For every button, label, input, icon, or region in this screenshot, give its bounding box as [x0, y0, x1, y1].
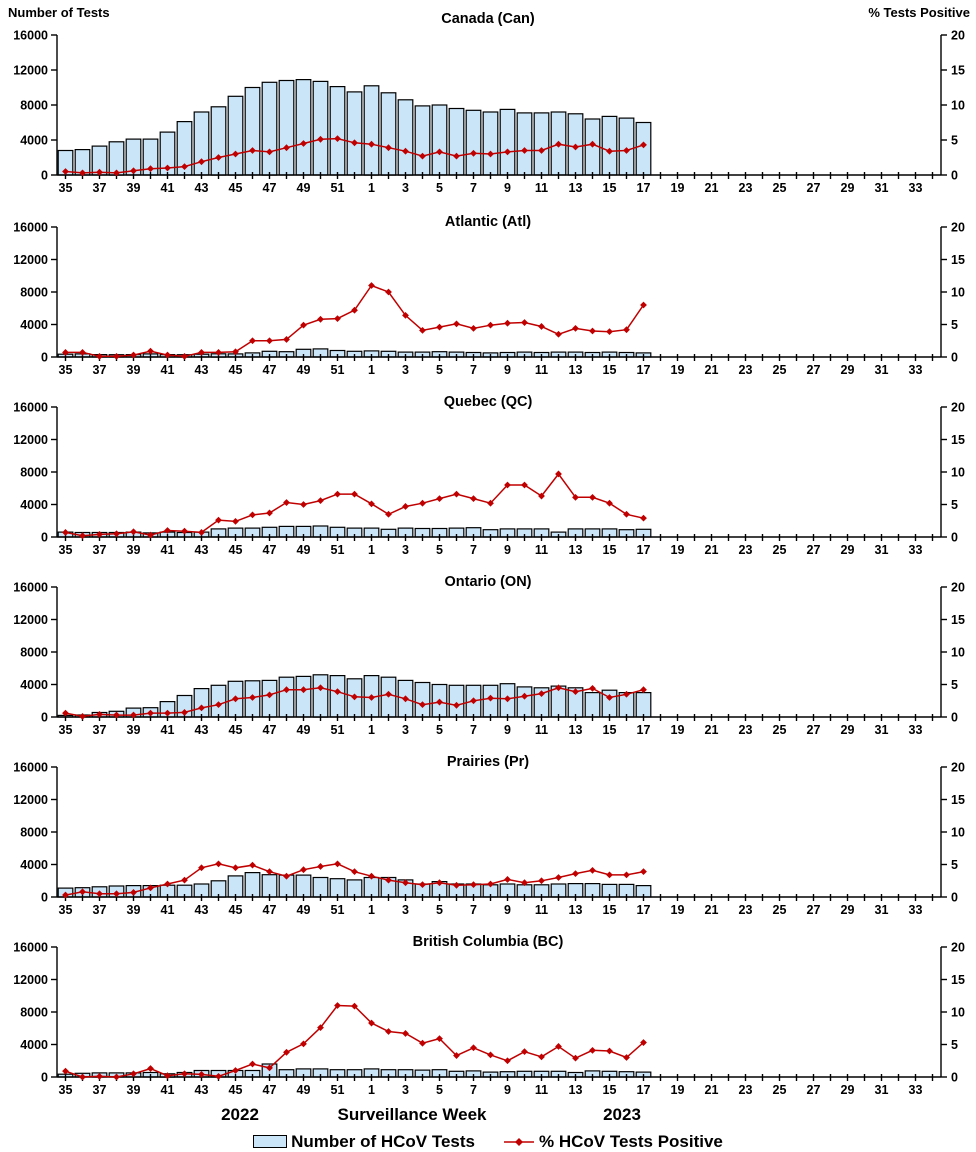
svg-text:4000: 4000 — [20, 498, 48, 512]
svg-text:17: 17 — [636, 903, 651, 917]
svg-text:39: 39 — [126, 363, 141, 377]
svg-text:51: 51 — [330, 1083, 345, 1097]
svg-text:0: 0 — [951, 350, 958, 365]
svg-text:35: 35 — [58, 903, 73, 917]
svg-text:39: 39 — [126, 1083, 141, 1097]
svg-text:41: 41 — [160, 723, 175, 737]
svg-text:1: 1 — [368, 363, 375, 377]
svg-text:0: 0 — [41, 530, 48, 545]
svg-text:11: 11 — [534, 181, 549, 195]
svg-text:0: 0 — [41, 710, 48, 725]
ontario-chart — [0, 565, 976, 745]
svg-text:15: 15 — [951, 63, 965, 78]
legend — [0, 1131, 976, 1152]
svg-text:5: 5 — [951, 1038, 958, 1052]
svg-text:5: 5 — [436, 363, 443, 377]
svg-text:45: 45 — [228, 181, 243, 195]
panel-title-quebec: Quebec (QC) — [443, 394, 533, 410]
right-axis-title: % Tests Positive — [868, 5, 970, 20]
svg-text:10: 10 — [951, 1005, 965, 1020]
svg-text:41: 41 — [160, 543, 175, 557]
svg-text:37: 37 — [92, 363, 107, 377]
svg-text:43: 43 — [194, 903, 209, 917]
svg-text:11: 11 — [534, 723, 549, 737]
svg-text:31: 31 — [874, 1083, 889, 1097]
legend-line-label: % HCoV Tests Positive — [538, 1131, 723, 1151]
svg-text:16000: 16000 — [13, 940, 48, 955]
svg-text:35: 35 — [58, 1083, 73, 1097]
svg-text:49: 49 — [296, 181, 311, 195]
svg-text:33: 33 — [908, 903, 923, 917]
legend-bar-swatch — [253, 1135, 287, 1148]
x-axis-title: Surveillance Week — [337, 1105, 487, 1124]
x-axis-footer — [0, 1105, 976, 1131]
svg-text:4000: 4000 — [20, 858, 48, 872]
svg-text:0: 0 — [41, 168, 48, 183]
svg-text:45: 45 — [228, 363, 243, 377]
bars-group — [58, 80, 651, 176]
svg-text:45: 45 — [228, 723, 243, 737]
svg-text:25: 25 — [772, 903, 787, 917]
svg-text:5: 5 — [951, 318, 958, 332]
svg-text:31: 31 — [874, 903, 889, 917]
svg-text:33: 33 — [908, 363, 923, 377]
svg-text:37: 37 — [92, 543, 107, 557]
svg-text:19: 19 — [670, 723, 685, 737]
svg-text:11: 11 — [534, 363, 549, 377]
svg-text:15: 15 — [951, 433, 965, 447]
svg-text:49: 49 — [296, 543, 311, 557]
svg-text:9: 9 — [504, 723, 511, 737]
svg-text:47: 47 — [262, 723, 277, 737]
svg-text:11: 11 — [534, 543, 549, 557]
svg-text:12000: 12000 — [13, 253, 48, 267]
svg-text:0: 0 — [41, 1070, 48, 1085]
svg-text:16000: 16000 — [13, 760, 48, 775]
svg-text:10: 10 — [951, 825, 965, 840]
svg-text:3: 3 — [402, 543, 409, 557]
svg-text:47: 47 — [262, 543, 277, 557]
svg-text:0: 0 — [951, 168, 958, 183]
svg-text:0: 0 — [951, 1070, 958, 1085]
svg-text:51: 51 — [330, 723, 345, 737]
svg-text:9: 9 — [504, 363, 511, 377]
svg-text:47: 47 — [262, 1083, 277, 1097]
svg-text:37: 37 — [92, 181, 107, 195]
svg-text:39: 39 — [126, 181, 141, 195]
axes-group — [51, 227, 947, 361]
svg-text:1: 1 — [368, 903, 375, 917]
panel-prairies — [0, 745, 976, 925]
svg-text:16000: 16000 — [13, 220, 48, 235]
svg-text:7: 7 — [470, 903, 477, 917]
svg-text:47: 47 — [262, 903, 277, 917]
svg-text:15: 15 — [602, 181, 617, 195]
svg-text:41: 41 — [160, 1083, 175, 1097]
svg-text:8000: 8000 — [20, 465, 48, 480]
svg-text:13: 13 — [568, 543, 583, 557]
svg-text:9: 9 — [504, 903, 511, 917]
svg-text:3: 3 — [402, 1083, 409, 1097]
legend-line-marker — [503, 1136, 535, 1148]
year-right-label: 2023 — [603, 1105, 641, 1124]
svg-text:13: 13 — [568, 1083, 583, 1097]
panel-title-bc: British Columbia (BC) — [412, 934, 564, 950]
svg-text:19: 19 — [670, 903, 685, 917]
svg-text:3: 3 — [402, 723, 409, 737]
svg-text:11: 11 — [534, 1083, 549, 1097]
svg-text:43: 43 — [194, 181, 209, 195]
svg-text:31: 31 — [874, 363, 889, 377]
svg-text:17: 17 — [636, 363, 651, 377]
svg-text:23: 23 — [738, 1083, 753, 1097]
svg-text:16000: 16000 — [13, 28, 48, 43]
svg-text:27: 27 — [806, 903, 821, 917]
svg-text:13: 13 — [568, 723, 583, 737]
svg-text:23: 23 — [738, 903, 753, 917]
svg-text:25: 25 — [772, 363, 787, 377]
axes-group — [51, 947, 947, 1081]
svg-text:35: 35 — [58, 363, 73, 377]
panel-ontario — [0, 565, 976, 745]
svg-text:43: 43 — [194, 1083, 209, 1097]
svg-text:5: 5 — [951, 858, 958, 872]
svg-text:8000: 8000 — [20, 645, 48, 660]
svg-text:49: 49 — [296, 363, 311, 377]
svg-text:1: 1 — [368, 723, 375, 737]
svg-text:15: 15 — [951, 613, 965, 627]
panel-title-ontario: Ontario (ON) — [444, 574, 532, 590]
svg-text:51: 51 — [330, 181, 345, 195]
svg-text:21: 21 — [704, 1083, 719, 1097]
svg-text:3: 3 — [402, 363, 409, 377]
svg-text:31: 31 — [874, 723, 889, 737]
atlantic-chart — [0, 205, 976, 385]
svg-text:20: 20 — [951, 28, 965, 43]
svg-text:4000: 4000 — [20, 1038, 48, 1052]
svg-text:4000: 4000 — [20, 318, 48, 332]
svg-text:4000: 4000 — [20, 678, 48, 692]
canada-chart — [0, 0, 976, 205]
svg-text:12000: 12000 — [13, 433, 48, 447]
svg-text:5: 5 — [951, 498, 958, 512]
svg-text:35: 35 — [58, 181, 73, 195]
svg-text:51: 51 — [330, 363, 345, 377]
svg-text:1: 1 — [368, 181, 375, 195]
svg-text:49: 49 — [296, 1083, 311, 1097]
svg-text:5: 5 — [436, 723, 443, 737]
svg-text:15: 15 — [602, 1083, 617, 1097]
svg-text:21: 21 — [704, 903, 719, 917]
svg-text:17: 17 — [636, 543, 651, 557]
svg-text:15: 15 — [602, 363, 617, 377]
svg-text:16000: 16000 — [13, 400, 48, 415]
svg-text:17: 17 — [636, 181, 651, 195]
pct-line-group — [62, 282, 647, 360]
svg-text:1: 1 — [368, 543, 375, 557]
axes-group — [51, 407, 947, 541]
svg-text:8000: 8000 — [20, 825, 48, 840]
svg-text:7: 7 — [470, 1083, 477, 1097]
svg-text:17: 17 — [636, 723, 651, 737]
svg-text:13: 13 — [568, 903, 583, 917]
svg-text:31: 31 — [874, 543, 889, 557]
svg-text:47: 47 — [262, 181, 277, 195]
svg-text:9: 9 — [504, 181, 511, 195]
svg-text:10: 10 — [951, 285, 965, 300]
quebec-chart — [0, 385, 976, 565]
svg-text:39: 39 — [126, 543, 141, 557]
panel-canada — [0, 0, 976, 205]
svg-text:5: 5 — [436, 1083, 443, 1097]
svg-text:23: 23 — [738, 363, 753, 377]
svg-text:23: 23 — [738, 181, 753, 195]
svg-text:49: 49 — [296, 903, 311, 917]
svg-text:51: 51 — [330, 903, 345, 917]
svg-text:27: 27 — [806, 543, 821, 557]
svg-text:33: 33 — [908, 181, 923, 195]
svg-text:15: 15 — [602, 903, 617, 917]
svg-text:43: 43 — [194, 363, 209, 377]
bc-chart — [0, 925, 976, 1105]
svg-text:25: 25 — [772, 181, 787, 195]
svg-text:5: 5 — [951, 678, 958, 692]
svg-text:29: 29 — [840, 363, 855, 377]
svg-text:12000: 12000 — [13, 63, 48, 78]
left-axis-title: Number of Tests — [8, 5, 110, 20]
svg-text:23: 23 — [738, 543, 753, 557]
svg-text:17: 17 — [636, 1083, 651, 1097]
svg-text:45: 45 — [228, 543, 243, 557]
svg-text:45: 45 — [228, 1083, 243, 1097]
svg-text:15: 15 — [951, 253, 965, 267]
svg-text:20: 20 — [951, 580, 965, 595]
svg-text:12000: 12000 — [13, 973, 48, 987]
svg-text:41: 41 — [160, 363, 175, 377]
prairies-chart — [0, 745, 976, 925]
svg-text:0: 0 — [951, 890, 958, 905]
svg-text:29: 29 — [840, 723, 855, 737]
svg-text:8000: 8000 — [20, 1005, 48, 1020]
svg-text:5: 5 — [951, 133, 958, 148]
svg-text:25: 25 — [772, 723, 787, 737]
svg-text:16000: 16000 — [13, 580, 48, 595]
svg-text:3: 3 — [402, 181, 409, 195]
svg-text:27: 27 — [806, 363, 821, 377]
svg-text:21: 21 — [704, 181, 719, 195]
svg-text:0: 0 — [41, 890, 48, 905]
svg-text:5: 5 — [436, 181, 443, 195]
svg-text:20: 20 — [951, 940, 965, 955]
svg-text:31: 31 — [874, 181, 889, 195]
svg-text:20: 20 — [951, 760, 965, 775]
pct-line-group — [62, 1002, 647, 1080]
svg-text:29: 29 — [840, 181, 855, 195]
svg-text:20: 20 — [951, 400, 965, 415]
svg-text:7: 7 — [470, 543, 477, 557]
svg-text:15: 15 — [602, 543, 617, 557]
svg-text:25: 25 — [772, 1083, 787, 1097]
svg-text:33: 33 — [908, 1083, 923, 1097]
svg-text:39: 39 — [126, 903, 141, 917]
svg-text:9: 9 — [504, 543, 511, 557]
svg-text:0: 0 — [951, 710, 958, 725]
svg-text:20: 20 — [951, 220, 965, 235]
svg-text:29: 29 — [840, 1083, 855, 1097]
svg-text:33: 33 — [908, 723, 923, 737]
svg-text:12000: 12000 — [13, 613, 48, 627]
svg-text:37: 37 — [92, 723, 107, 737]
svg-text:27: 27 — [806, 1083, 821, 1097]
legend-item-line — [503, 1132, 723, 1152]
svg-text:1: 1 — [368, 1083, 375, 1097]
svg-text:10: 10 — [951, 465, 965, 480]
svg-text:13: 13 — [568, 181, 583, 195]
svg-text:9: 9 — [504, 1083, 511, 1097]
svg-text:10: 10 — [951, 645, 965, 660]
svg-text:0: 0 — [951, 530, 958, 545]
svg-text:25: 25 — [772, 543, 787, 557]
panel-title-canada: Canada (Can) — [441, 11, 535, 27]
svg-text:7: 7 — [470, 181, 477, 195]
svg-text:29: 29 — [840, 903, 855, 917]
svg-text:13: 13 — [568, 363, 583, 377]
svg-text:19: 19 — [670, 363, 685, 377]
svg-text:19: 19 — [670, 181, 685, 195]
svg-text:41: 41 — [160, 181, 175, 195]
svg-text:35: 35 — [58, 723, 73, 737]
legend-bar-label: Number of HCoV Tests — [291, 1131, 475, 1151]
svg-text:47: 47 — [262, 363, 277, 377]
svg-text:27: 27 — [806, 723, 821, 737]
svg-text:27: 27 — [806, 181, 821, 195]
svg-text:12000: 12000 — [13, 793, 48, 807]
panel-title-atlantic: Atlantic (Atl) — [444, 214, 532, 230]
svg-text:43: 43 — [194, 723, 209, 737]
svg-text:7: 7 — [470, 363, 477, 377]
svg-text:15: 15 — [951, 793, 965, 807]
svg-text:35: 35 — [58, 543, 73, 557]
svg-text:21: 21 — [704, 723, 719, 737]
panel-quebec — [0, 385, 976, 565]
svg-text:49: 49 — [296, 723, 311, 737]
svg-text:8000: 8000 — [20, 285, 48, 300]
svg-text:39: 39 — [126, 723, 141, 737]
svg-text:37: 37 — [92, 1083, 107, 1097]
svg-text:37: 37 — [92, 903, 107, 917]
svg-text:41: 41 — [160, 903, 175, 917]
svg-text:43: 43 — [194, 543, 209, 557]
svg-text:45: 45 — [228, 903, 243, 917]
panel-title-prairies: Prairies (Pr) — [446, 754, 530, 770]
svg-text:15: 15 — [602, 723, 617, 737]
svg-text:4000: 4000 — [20, 133, 48, 148]
svg-text:0: 0 — [41, 350, 48, 365]
svg-text:3: 3 — [402, 903, 409, 917]
svg-text:19: 19 — [670, 543, 685, 557]
svg-text:21: 21 — [704, 543, 719, 557]
legend-item-bars — [253, 1132, 475, 1152]
year-left-label: 2022 — [221, 1105, 259, 1124]
svg-text:8000: 8000 — [20, 98, 48, 113]
svg-text:11: 11 — [534, 903, 549, 917]
svg-text:23: 23 — [738, 723, 753, 737]
svg-text:7: 7 — [470, 723, 477, 737]
panel-bc — [0, 925, 976, 1105]
svg-text:33: 33 — [908, 543, 923, 557]
panel-atlantic — [0, 205, 976, 385]
svg-text:29: 29 — [840, 543, 855, 557]
svg-text:21: 21 — [704, 363, 719, 377]
svg-text:5: 5 — [436, 543, 443, 557]
svg-text:5: 5 — [436, 903, 443, 917]
svg-text:51: 51 — [330, 543, 345, 557]
svg-text:10: 10 — [951, 98, 965, 113]
svg-text:19: 19 — [670, 1083, 685, 1097]
svg-text:15: 15 — [951, 973, 965, 987]
